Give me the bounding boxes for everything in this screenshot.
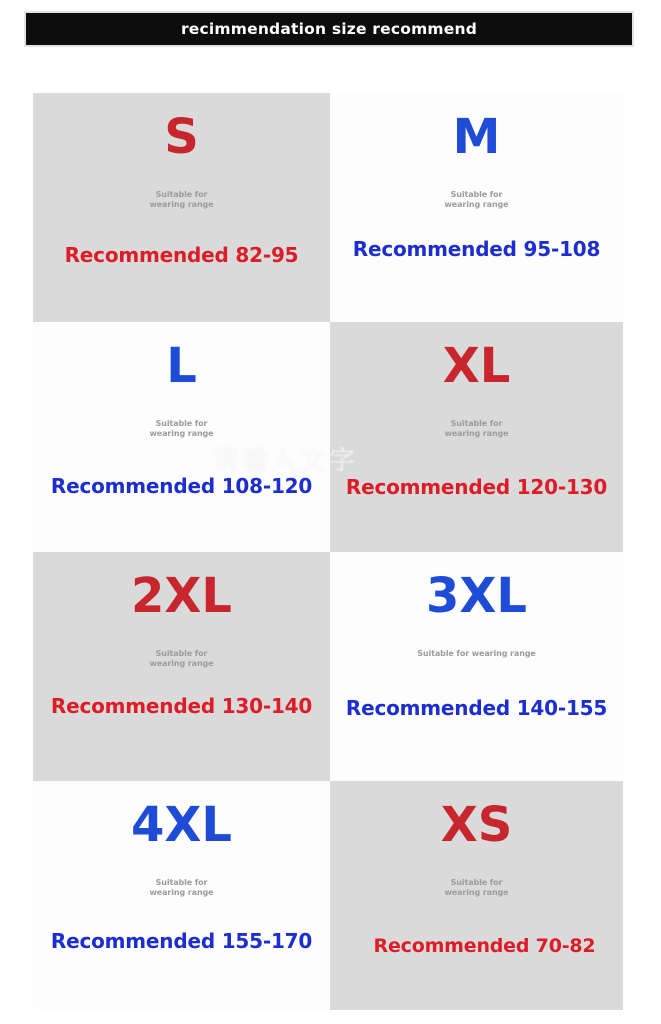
recommended-range: Recommended 140-155 [345,695,608,720]
size-label: 3XL [426,567,527,624]
suitable-range-label: Suitable for wearing range [417,648,536,658]
suitable-range-label: Suitable for wearing range [149,419,214,439]
size-label: 2XL [131,567,232,624]
recommended-range: Recommended 82-95 [64,243,299,267]
size-grid [33,93,623,1010]
size-label: 4XL [131,796,232,853]
recommended-range: Recommended 95-108 [352,237,601,261]
placeholder-watermark: 请输入文字 [213,446,359,476]
size-cell-m [330,93,623,322]
recommended-range: Recommended 155-170 [50,928,313,953]
suitable-range-label: Suitable for wearing range [149,190,214,209]
size-label: L [166,338,197,395]
recommended-range: Recommended 120-130 [345,475,608,500]
size-cell-3xl [330,552,623,781]
size-cell-s [33,93,330,322]
suitable-range-label: Suitable for wearing range [149,648,214,668]
size-label: S [164,109,199,165]
size-cell-l [33,322,330,551]
size-cell-xl [330,322,623,551]
size-label: XL [442,338,511,395]
size-cell-4xl [33,781,330,1010]
suitable-range-label: Suitable for wearing range [149,877,214,897]
size-chart-header [26,13,632,45]
header-title: recimmendation size recommend [180,20,478,38]
suitable-range-label: Suitable for wearing range [444,419,509,439]
size-cell-xs [330,781,623,1010]
recommended-range: Recommended 70-82 [373,934,596,957]
size-label: M [452,109,501,165]
size-cell-2xl [33,552,330,781]
size-label: XS [440,796,513,853]
suitable-range-label: Suitable for wearing range [444,877,509,897]
suitable-range-label: Suitable for wearing range [444,190,509,209]
recommended-range: Recommended 108-120 [50,474,313,499]
recommended-range: Recommended 130-140 [50,693,313,718]
